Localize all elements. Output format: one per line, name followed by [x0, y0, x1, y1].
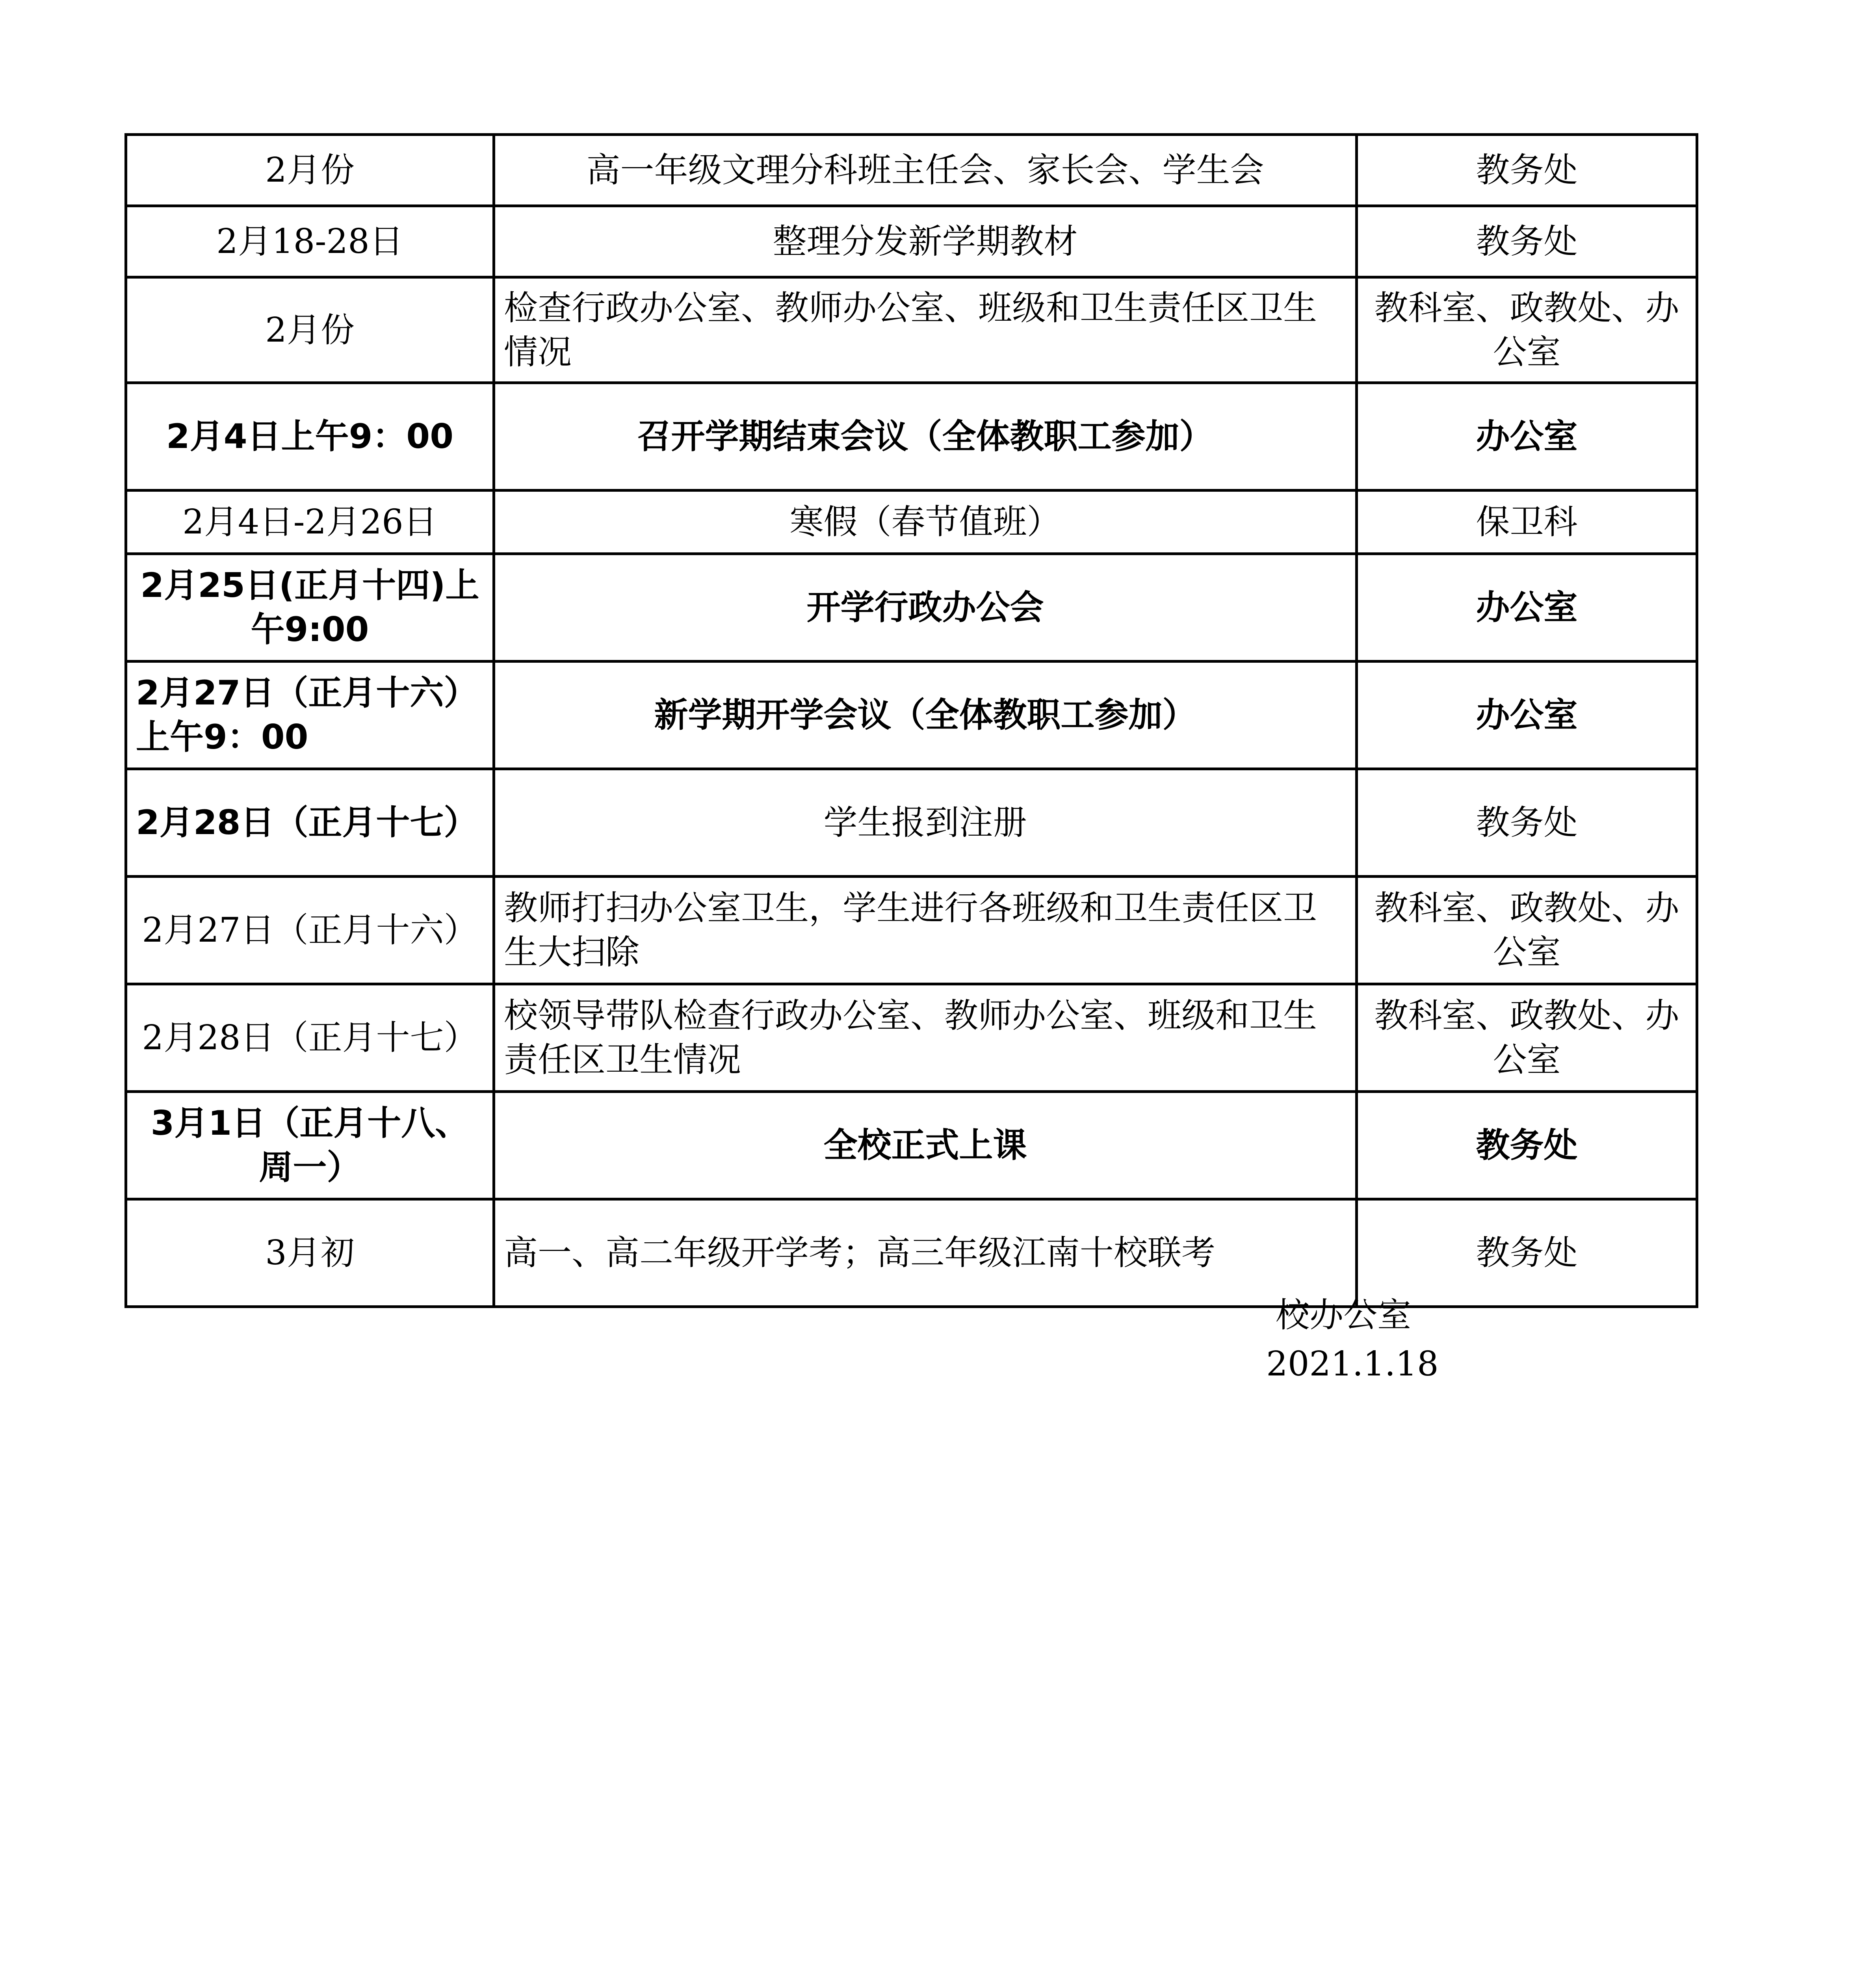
event-cell: 检查行政办公室、教师办公室、班级和卫生责任区卫生情况	[494, 277, 1357, 383]
table-row	[126, 383, 1697, 491]
table-row	[126, 877, 1697, 984]
table-row	[126, 984, 1697, 1092]
date-cell: 2月4日上午9：00	[126, 383, 494, 491]
table-row	[126, 1092, 1697, 1199]
date-cell: 2月份	[126, 135, 494, 206]
dept-cell: 保卫科	[1357, 491, 1697, 554]
event-cell: 教师打扫办公室卫生，学生进行各班级和卫生责任区卫生大扫除	[494, 877, 1357, 984]
date-cell: 2月28日（正月十七）	[126, 984, 494, 1092]
dept-cell: 教务处	[1357, 135, 1697, 206]
dept-cell: 教科室、政教处、办公室	[1357, 877, 1697, 984]
dept-cell: 教务处	[1357, 206, 1697, 277]
schedule-table	[124, 133, 1698, 1308]
event-cell: 高一年级文理分科班主任会、家长会、学生会	[494, 135, 1357, 206]
dept-cell: 教科室、政教处、办公室	[1357, 984, 1697, 1092]
date-cell: 2月18-28日	[126, 206, 494, 277]
table-row	[126, 769, 1697, 877]
dept-cell: 教务处	[1357, 1199, 1697, 1307]
dept-cell: 办公室	[1357, 662, 1697, 769]
signature-office: 校办公室	[1276, 1295, 1411, 1335]
event-cell: 校领导带队检查行政办公室、教师办公室、班级和卫生责任区卫生情况	[494, 984, 1357, 1092]
event-cell: 高一、高二年级开学考；高三年级江南十校联考	[494, 1199, 1357, 1307]
dept-cell: 教务处	[1357, 1092, 1697, 1199]
event-cell: 新学期开学会议（全体教职工参加）	[494, 662, 1357, 769]
date-cell: 3月初	[126, 1199, 494, 1307]
date-cell: 2月27日（正月十六）	[126, 877, 494, 984]
event-cell: 全校正式上课	[494, 1092, 1357, 1199]
table-row	[126, 206, 1697, 277]
date-cell: 2月4日-2月26日	[126, 491, 494, 554]
event-cell: 学生报到注册	[494, 769, 1357, 877]
table-row	[126, 662, 1697, 769]
event-cell: 召开学期结束会议（全体教职工参加）	[494, 383, 1357, 491]
date-cell: 3月1日（正月十八、周一）	[126, 1092, 494, 1199]
table-row	[126, 277, 1697, 383]
event-cell: 开学行政办公会	[494, 554, 1357, 662]
dept-cell: 办公室	[1357, 383, 1697, 491]
date-cell: 2月28日（正月十七）	[126, 769, 494, 877]
signature-date: 2021.1.18	[1266, 1344, 1439, 1384]
event-cell: 整理分发新学期教材	[494, 206, 1357, 277]
table-row	[126, 135, 1697, 206]
dept-cell: 教科室、政教处、办公室	[1357, 277, 1697, 383]
date-cell: 2月25日(正月十四)上午9:00	[126, 554, 494, 662]
dept-cell: 教务处	[1357, 769, 1697, 877]
table-row	[126, 1199, 1697, 1307]
table-row	[126, 491, 1697, 554]
dept-cell: 办公室	[1357, 554, 1697, 662]
date-cell: 2月27日（正月十六）上午9：00	[126, 662, 494, 769]
date-cell: 2月份	[126, 277, 494, 383]
event-cell: 寒假（春节值班）	[494, 491, 1357, 554]
table-row	[126, 554, 1697, 662]
